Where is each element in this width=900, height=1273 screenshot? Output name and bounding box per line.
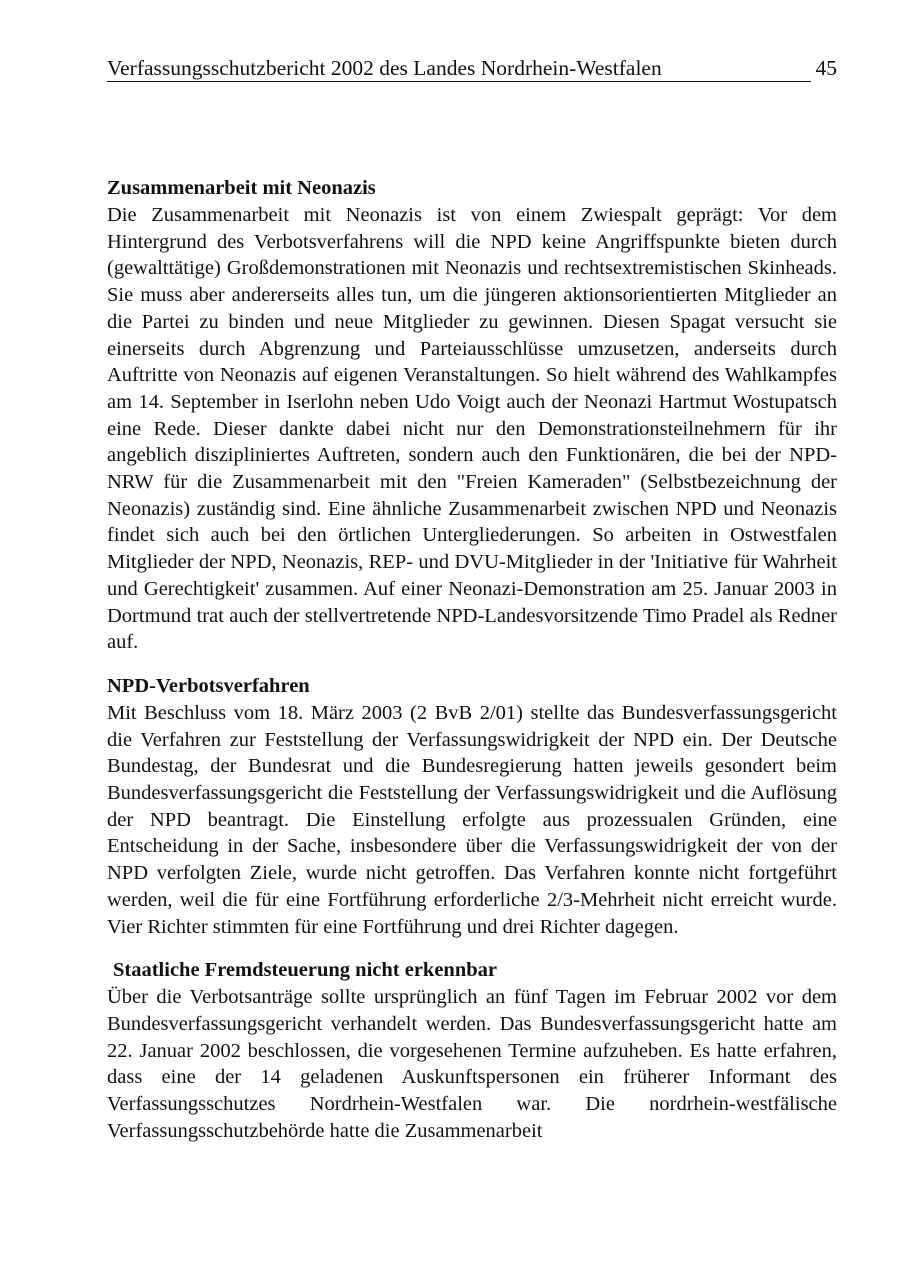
header-rule	[107, 81, 811, 82]
page-body	[107, 175, 837, 1162]
section-staatliche-fremdsteuerung	[107, 957, 837, 1144]
section-zusammenarbeit-mit-neonazis	[107, 175, 837, 656]
section-paragraph: Mit Beschluss vom 18. März 2003 (2 BvB 2/01) stellte das Bundesverfassungsgericht die Verfahren zur Feststellung der Verfassungswidrigkeit der NPD ein. Der Deutsche Bundestag, der Bundesrat und die Bundesregierung hatten jeweils gesondert beim Bundesverfassungsgericht die Feststellung der Verfassungswidrigkeit und die Auflösung der NPD beantragt. Die Einstellung erfolgte aus prozessualen Gründen, eine Entscheidung in der Sache, insbesondere über die Verfassungswidrigkeit der von der NPD verfolgten Ziele, wurde nicht getroffen. Das Verfahren konnte nicht fortgeführt werden, weil die für eine Fortführung erforderliche 2/3-Mehrheit nicht erreicht wurde. Vier Richter stimmten für eine Fortführung und drei Richter dagegen.	[107, 701, 837, 938]
section-npd-verbotsverfahren	[107, 673, 837, 940]
page-number: 45	[815, 56, 837, 80]
section-heading: NPD-Verbotsverfahren	[107, 674, 310, 697]
section-heading: Zusammenarbeit mit Neonazis	[107, 177, 376, 199]
running-header-title: Verfassungsschutzbericht 2002 des Landes Nordrhein-Westfalen	[107, 56, 662, 80]
section-paragraph: Über die Verbotsanträge sollte ursprünglich an fünf Tagen im Februar 2002 vor dem Bundesverfassungsgericht verhandelt werden. Das Bundesverfassungsgericht hatte am 22. Januar 2002 beschlossen, die vorgesehenen Termine aufzuheben. Es hatte erfahren, dass eine der 14 geladenen Auskunftspersonen ein früherer Informant des Verfassungsschutzes Nordrhein-Westfalen war. Die nordrhein-westfälische Verfassungsschutzbehörde hatte die Zusammenarbeit	[107, 986, 837, 1142]
section-heading: Staatliche Fremdsteuerung nicht erkennbar	[113, 959, 497, 982]
section-paragraph: Die Zusammenarbeit mit Neonazis ist von einem Zwiespalt geprägt: Vor dem Hintergrund des Verbotsverfahrens will die NPD keine Angriffspunkte bieten durch (gewalttätige) Großdemonstrationen mit Neonazis und rechtsextremistischen Skinheads. Sie muss aber andererseits alles tun, um die jüngeren aktionsorientierten Mitglieder an die Partei zu binden und neue Mitglieder zu gewinnen. Diesen Spagat versucht sie einerseits durch Abgrenzung und Parteiausschlüsse umzusetzen, anderseits durch Auftritte von Neonazis auf eigenen Veranstaltungen. So hielt während des Wahlkampfes am 14. September in Iserlohn neben Udo Voigt auch der Neonazi Hartmut Wostupatsch eine Rede. Dieser dankte dabei nicht nur den Demonstrationsteilnehmern für ihr angeblich diszipliniertes Auftreten, sondern auch den Funktionären, die bei der NPD-NRW für die Zusammenarbeit mit den "Freien Kameraden" (Selbstbezeichnung der Neonazis) zuständig sind. Eine ähnliche Zusammenarbeit zwischen NPD und Neonazis findet sich auch bei den örtlichen Untergliederungen. So arbeiten in Ostwestfalen Mitglieder der NPD, Neonazis, REP- und DVU-Mitglieder in der 'Initiative für Wahrheit und Gerechtigkeit' zusammen. Auf einer Neonazi-Demonstration am 25. Januar 2003 in Dortmund trat auch der stellvertretende NPD-Landesvorsitzende Timo Pradel als Redner auf.	[107, 204, 837, 654]
page-header	[107, 52, 837, 84]
